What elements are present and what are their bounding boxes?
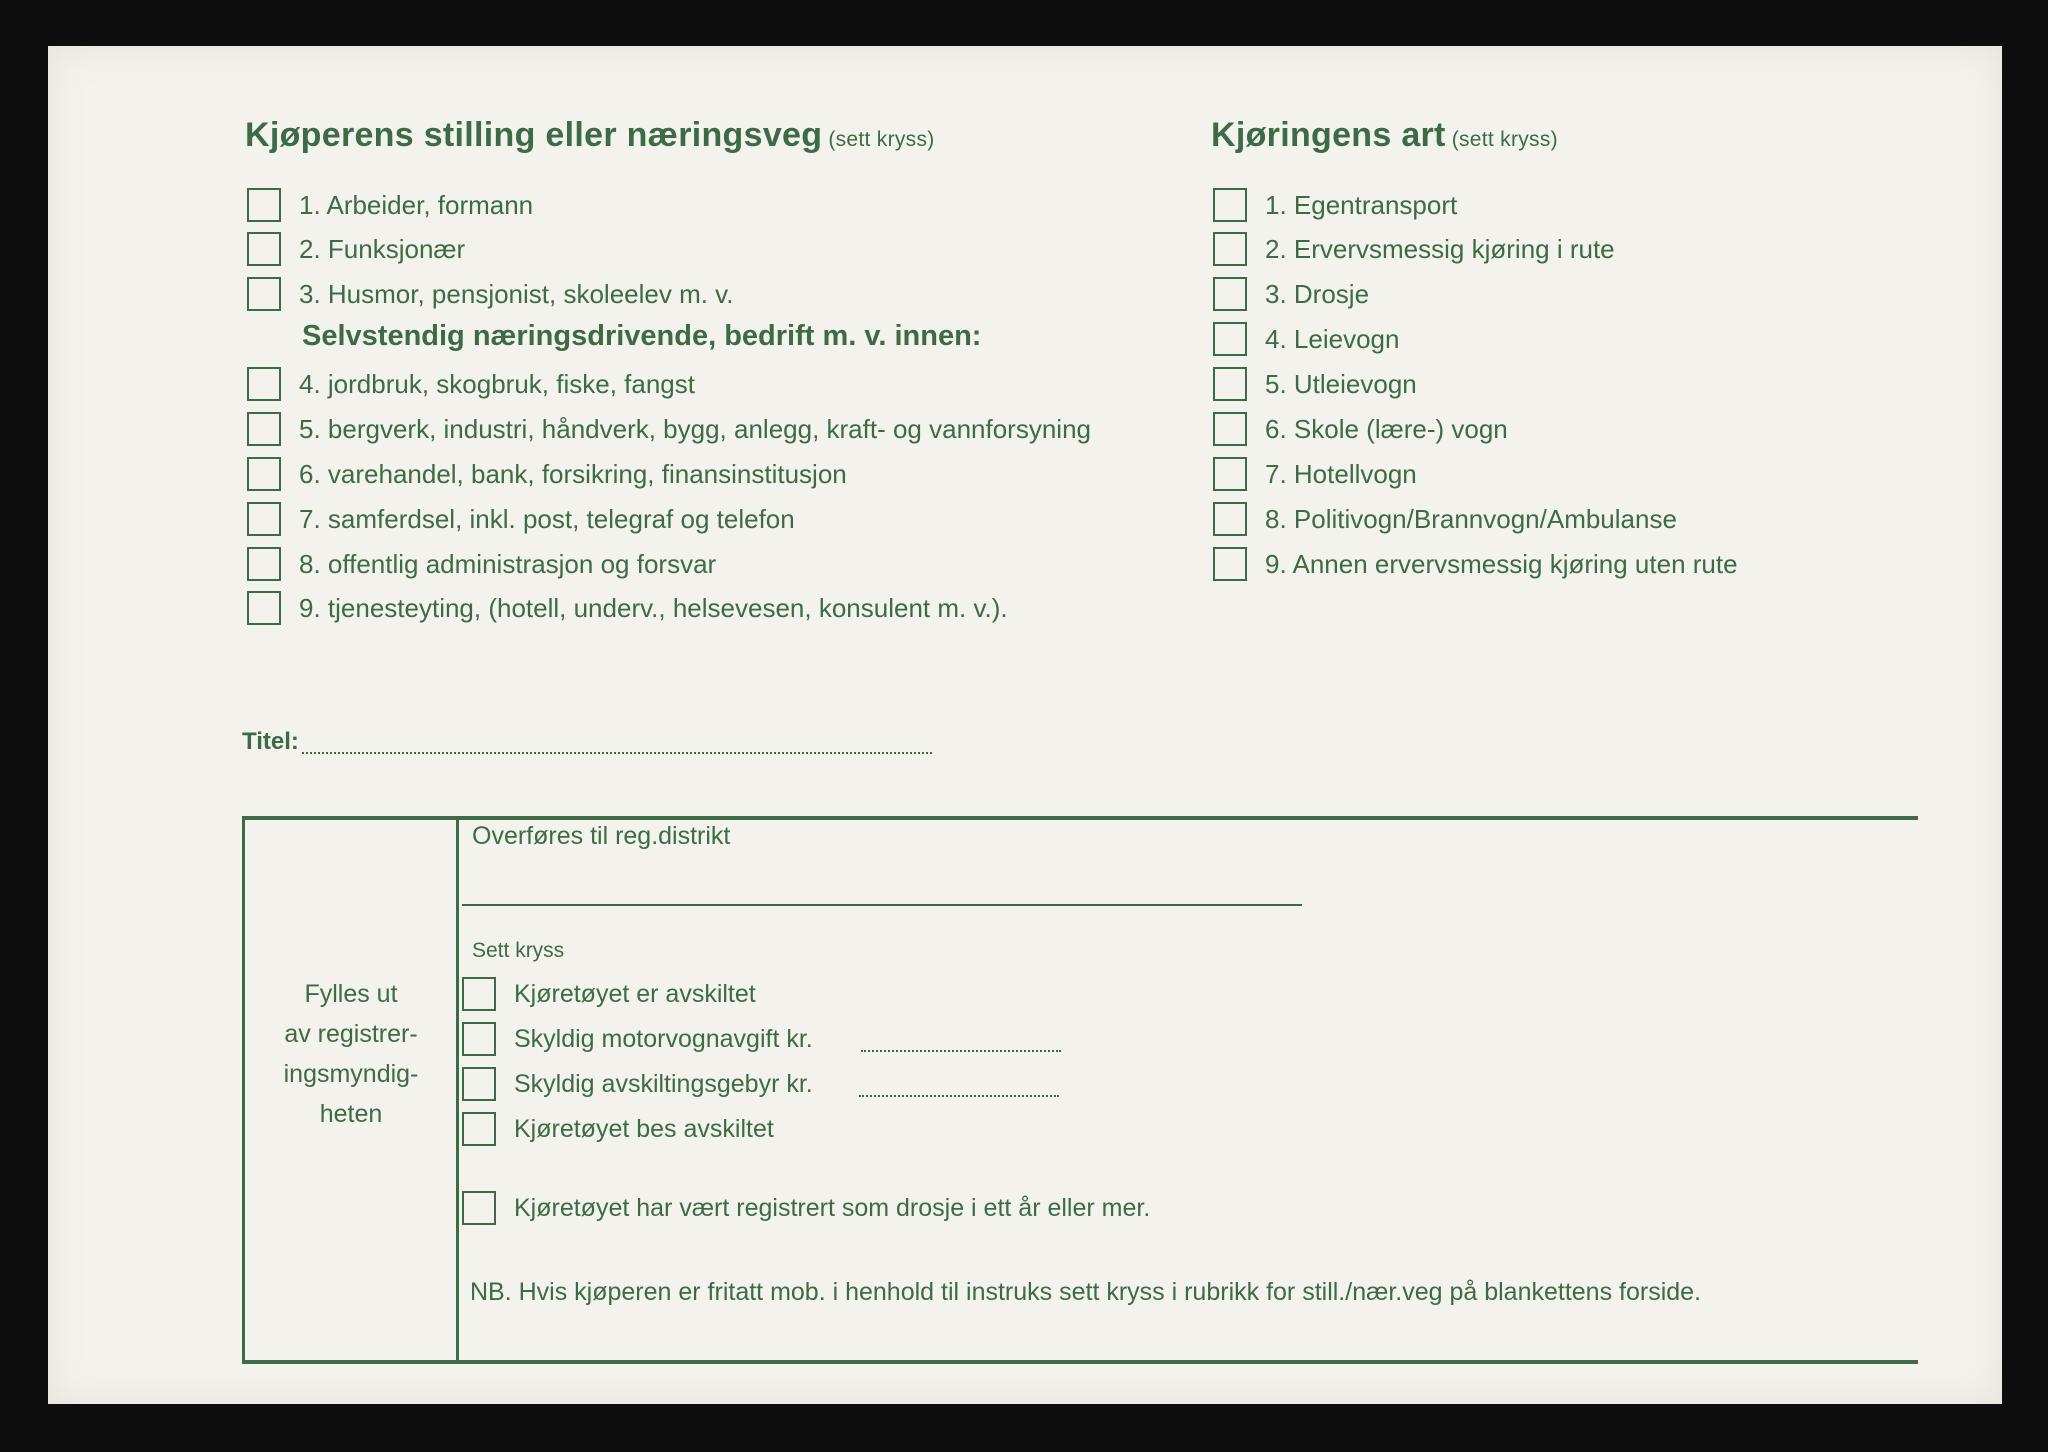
occupation-option-6[interactable]: 6. varehandel, bank, forsikring, finansinstitusjon	[247, 457, 847, 491]
checkbox[interactable]	[247, 412, 281, 446]
checkbox[interactable]	[1213, 367, 1247, 401]
occupation-option-1[interactable]: 1. Arbeider, formann	[247, 188, 533, 222]
driving-type-option-4[interactable]: 4. Leievogn	[1213, 322, 1399, 356]
driving-type-note: (sett kryss)	[1451, 128, 1558, 151]
driving-type-option-7[interactable]: 7. Hotellvogn	[1213, 457, 1417, 491]
checkbox[interactable]	[462, 1112, 496, 1146]
authority-box-left-border	[242, 816, 245, 1364]
authority-box-divider	[456, 816, 459, 1364]
motor-vehicle-fee-check[interactable]: Skyldig motorvognavgift kr.	[462, 1022, 813, 1056]
occupation-option-8[interactable]: 8. offentlig administrasjon og forsvar	[247, 547, 716, 581]
request-deregistration-check[interactable]: Kjøretøyet bes avskiltet	[462, 1112, 774, 1146]
driving-type-option-1[interactable]: 1. Egentransport	[1213, 188, 1457, 222]
buyer-occupation-note: (sett kryss)	[828, 128, 935, 151]
checkbox[interactable]	[1213, 457, 1247, 491]
occupation-option-4[interactable]: 4. jordbruk, skogbruk, fiske, fangst	[247, 367, 695, 401]
checkbox[interactable]	[247, 591, 281, 625]
deregistration-fee-line[interactable]	[859, 1095, 1059, 1097]
checkbox[interactable]	[247, 232, 281, 266]
checkbox[interactable]	[462, 1191, 496, 1225]
driving-type-option-3[interactable]: 3. Drosje	[1213, 277, 1369, 311]
driving-type-option-5[interactable]: 5. Utleievogn	[1213, 367, 1417, 401]
authority-side-label: Fylles ut av registrer- ingsmyndig- heten	[283, 980, 419, 1128]
checkbox[interactable]	[462, 977, 496, 1011]
checkbox[interactable]	[1213, 232, 1247, 266]
self-employed-subheading: Selvstendig næringsdrivende, bedrift m. v. innen:	[302, 320, 982, 352]
checkbox[interactable]	[1213, 502, 1247, 536]
driving-type-option-2[interactable]: 2. Ervervsmessig kjøring i rute	[1213, 232, 1615, 266]
checkbox[interactable]	[1213, 277, 1247, 311]
driving-type-heading: Kjøringens art (sett kryss)	[1211, 116, 1558, 154]
transfer-district-label: Overføres til reg.distrikt	[472, 822, 731, 850]
form-sheet	[48, 46, 2002, 1404]
checkbox[interactable]	[462, 1022, 496, 1056]
driving-type-option-8[interactable]: 8. Politivogn/Brannvogn/Ambulanse	[1213, 502, 1677, 536]
driving-type-option-6[interactable]: 6. Skole (lære-) vogn	[1213, 412, 1508, 446]
checkbox[interactable]	[247, 457, 281, 491]
occupation-option-3[interactable]: 3. Husmor, pensjonist, skoleelev m. v.	[247, 277, 733, 311]
deregistered-check[interactable]: Kjøretøyet er avskiltet	[462, 977, 756, 1011]
check-instruction-label: Sett kryss	[472, 939, 565, 962]
checkbox[interactable]	[1213, 188, 1247, 222]
occupation-option-9[interactable]: 9. tjenesteyting, (hotell, underv., helsevesen, konsulent m. v.).	[247, 591, 1008, 625]
checkbox[interactable]	[247, 277, 281, 311]
checkbox[interactable]	[1213, 412, 1247, 446]
title-field-line[interactable]	[302, 752, 932, 754]
transfer-district-line[interactable]	[462, 904, 1302, 906]
checkbox[interactable]	[462, 1067, 496, 1101]
motor-vehicle-fee-line[interactable]	[861, 1050, 1061, 1052]
checkbox[interactable]	[247, 188, 281, 222]
nb-note: NB. Hvis kjøperen er fritatt mob. i henhold til instruks sett kryss i rubrikk for still./nær.veg på blankettens forside.	[470, 1278, 1702, 1306]
checkbox[interactable]	[1213, 547, 1247, 581]
occupation-option-7[interactable]: 7. samferdsel, inkl. post, telegraf og telefon	[247, 502, 795, 536]
authority-box-bottom-border	[242, 1360, 1918, 1364]
driving-type-option-9[interactable]: 9. Annen ervervsmessig kjøring uten rute	[1213, 547, 1738, 581]
drosje-registered-check[interactable]: Kjøretøyet har vært registrert som drosje i ett år eller mer.	[462, 1191, 1150, 1225]
checkbox[interactable]	[247, 502, 281, 536]
buyer-occupation-heading: Kjøperens stilling eller næringsveg (sett kryss)	[245, 116, 935, 154]
deregistration-fee-check[interactable]: Skyldig avskiltingsgebyr kr.	[462, 1067, 813, 1101]
authority-box-top-border	[242, 816, 1918, 820]
checkbox[interactable]	[1213, 322, 1247, 356]
occupation-option-2[interactable]: 2. Funksjonær	[247, 232, 465, 266]
checkbox[interactable]	[247, 367, 281, 401]
occupation-option-5[interactable]: 5. bergverk, industri, håndverk, bygg, anlegg, kraft- og vannforsyning	[247, 412, 1091, 446]
checkbox[interactable]	[247, 547, 281, 581]
title-field-label: Titel:	[242, 728, 299, 755]
